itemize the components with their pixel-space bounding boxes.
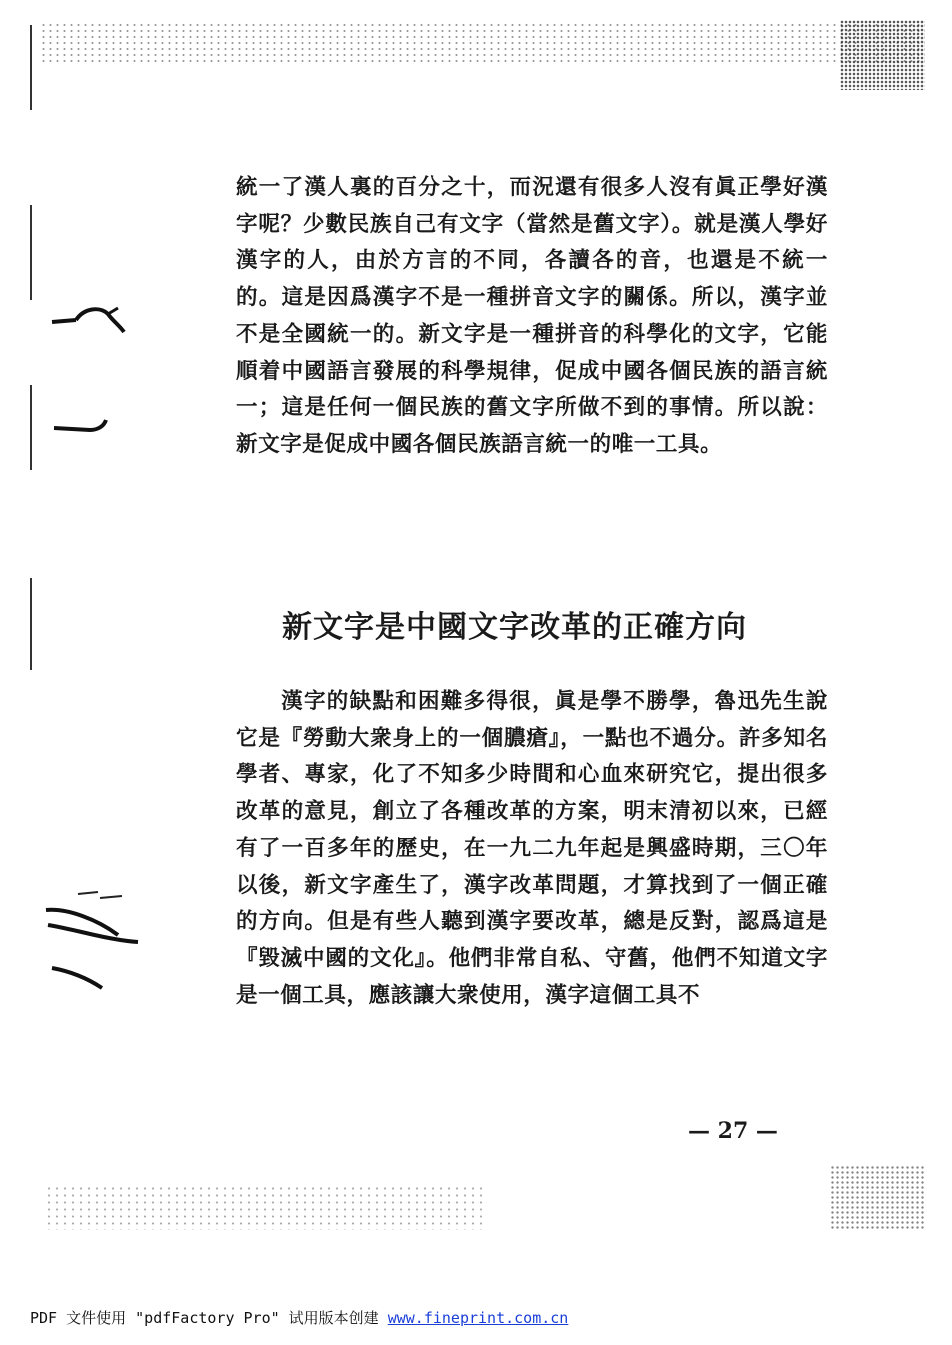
- section-heading: 新文字是中國文字改革的正確方向: [282, 610, 747, 645]
- scan-margin-line: [30, 205, 32, 300]
- scan-noise-top-right: [840, 20, 925, 90]
- footer-text: PDF 文件使用 "pdfFactory Pro" 试用版本创建: [30, 1309, 379, 1327]
- body-paragraph: 漢字的缺點和困難多得很，眞是學不勝學，魯迅先生說它是『勞動大衆身上的一個膿瘡』，一點也不過分。許多知名學者、專家，化了不知多少時間和心血來研究它，提出很多改革的意見，創立了各種改革的方案，明末清初以來，已經有了一百多年的歷史，在一九二九年起是興盛時期，三〇年以後，新文字產生了，漢字改革問題，才算找到了一個正確的方向。但是有些人聽到漢字要改革，總是反對，認爲這是『毀滅中國的文化』。他們非常自私、守舊，他們不知道文字是一個工具，應該讓大衆使用，漢字這個工具不: [236, 689, 828, 1008]
- scan-noise-top: [40, 22, 925, 62]
- scan-noise-bottom: [45, 1185, 485, 1230]
- scan-mark: [38, 880, 148, 1000]
- page-number: — 27 —: [688, 1118, 778, 1144]
- scan-mark: [52, 410, 112, 445]
- scan-margin-line: [30, 385, 32, 470]
- scan-margin-line: [30, 25, 32, 110]
- scan-margin-line: [30, 578, 32, 670]
- scan-noise-bottom-right: [830, 1165, 925, 1230]
- pdf-footer: [30, 1307, 568, 1328]
- footer-link[interactable]: www.fineprint.com.cn: [387, 1309, 569, 1327]
- body-paragraph: 統一了漢人裏的百分之十，而況還有很多人沒有眞正學好漢字呢？少數民族自己有文字（當然是舊文字）。就是漢人學好漢字的人，由於方言的不同，各讀各的音，也還是不統一的。這是因爲漢字不是一種拼音文字的關係。所以，漢字並不是全國統一的。新文字是一種拼音的科學化的文字，它能順着中國語言發展的科學規律，促成中國各個民族的語言統一；這是任何一個民族的舊文字所做不到的事情。所以說：新文字是促成中國各個民族語言統一的唯一工具。: [236, 175, 828, 457]
- scan-mark: [48, 300, 128, 350]
